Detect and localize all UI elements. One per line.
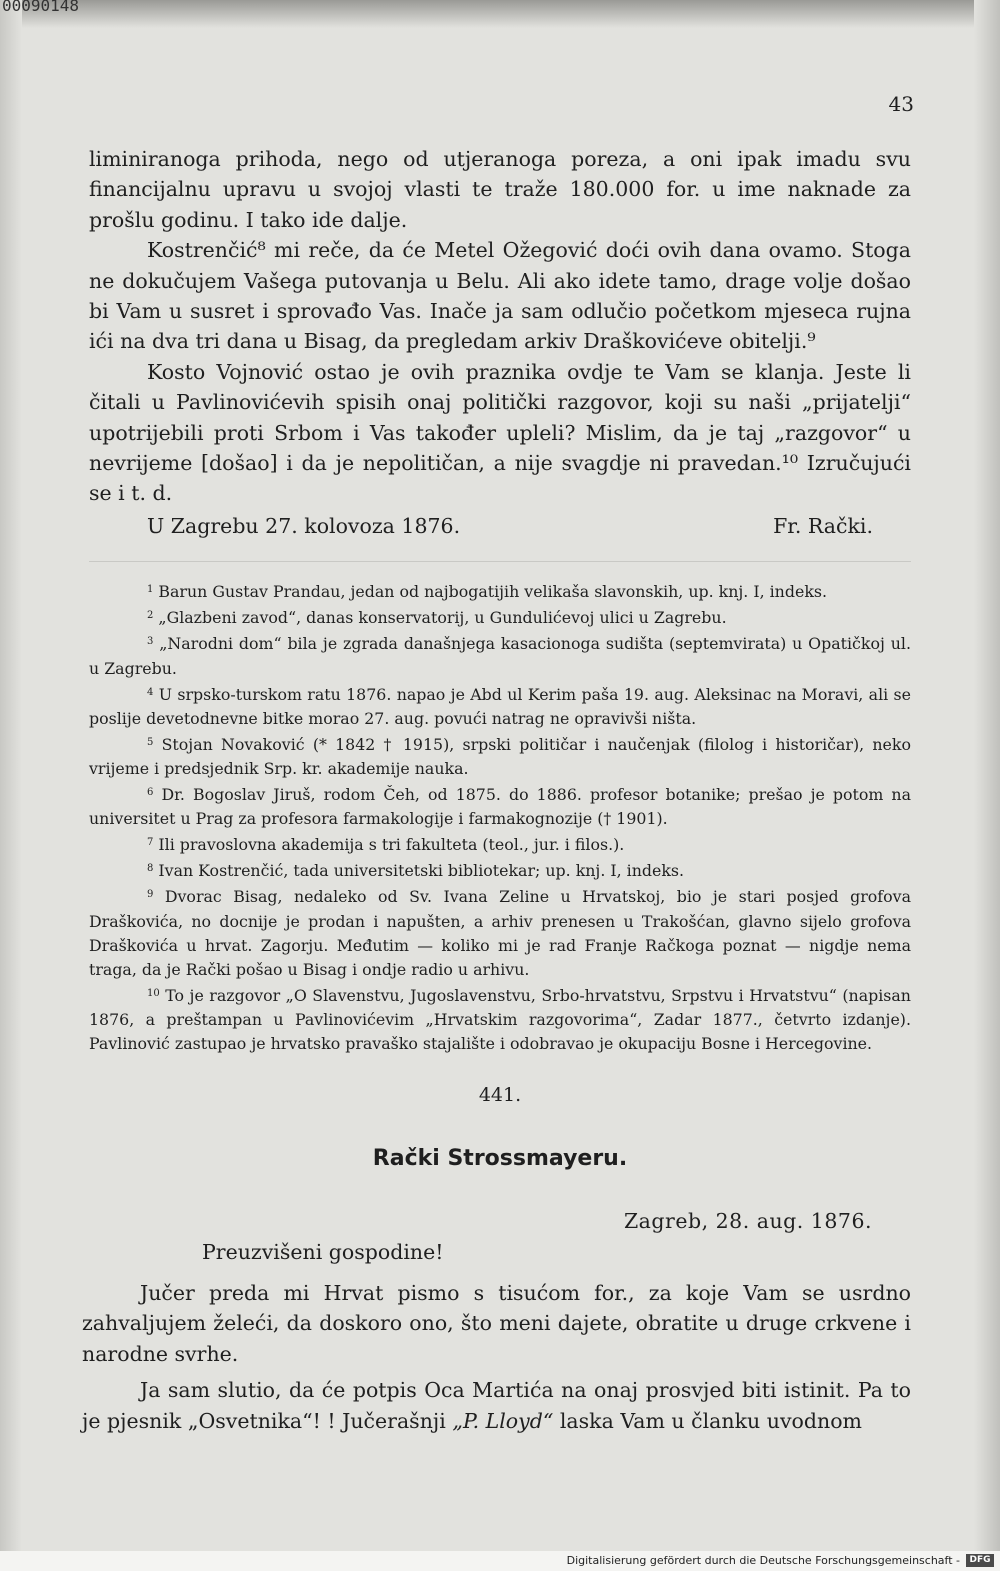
next-letter-body <box>82 1278 911 1436</box>
page-number: 43 <box>888 92 914 116</box>
letter-title: Rački Strossmayeru. <box>372 1146 628 1171</box>
text-run: laska Vam u članku uvodnom <box>553 1408 862 1433</box>
dfg-logo: DFG <box>966 1554 994 1567</box>
footnote-number: 3 <box>147 636 154 648</box>
footnote <box>89 857 911 883</box>
signoff <box>147 511 873 541</box>
footnote-text: To je razgovor „O Slavenstvu, Jugoslavenstvu, Srbo-hrvatstvu, Srpstvu i Hrvatstvu“ (napisan 1876, a preštampan u Pavlinovićevim „Hrvatskim razgovorima“, Zadar 1877., četvrto izdanje). Pavlinović zastupao je hrvatsko pravaško stajalište i odobravao je okupaciju Bosne i Hercegovine. <box>89 985 911 1053</box>
footnote-text: Ivan Kostrenčić, tada universitetski bibliotekar; up. knj. I, indeks. <box>158 861 685 881</box>
digitization-footer <box>0 1551 1000 1571</box>
newspaper-title: „P. Lloyd“ <box>452 1408 554 1433</box>
footnote-text: Dr. Bogoslav Jiruš, rodom Čeh, od 1875. do 1886. profesor botanike; prešao je potom na universitet u Prag za profesora farmakologije i farmakognozije († 1901). <box>89 785 911 829</box>
scan-right-edge <box>974 0 1000 1571</box>
footnote-text: Ili pravoslovna akademija s tri fakulteta (teol., jur. i filos.). <box>158 835 625 855</box>
footnote-number: 4 <box>147 686 154 698</box>
footnote-number: 2 <box>147 610 154 622</box>
footnote <box>89 982 911 1056</box>
footnote <box>89 604 911 630</box>
paragraph <box>82 1375 911 1436</box>
footnote-number: 6 <box>147 787 154 799</box>
footnote <box>89 831 911 857</box>
footnote-text: U srpsko-turskom ratu 1876. napao je Abd ul Kerim paša 19. aug. Aleksinac na Moravi, ali se poslije devetodnevne bitke morao 27. aug. povući natrag ne opravivši ništa. <box>89 684 911 728</box>
footnote-text: „Glazbeni zavod“, danas konservatorij, u Gundulićevoj ulici u Zagrebu. <box>158 608 727 628</box>
footnote-number: 5 <box>147 736 154 748</box>
text-run: Ja sam slutio, da će potpis Oca Martića na onaj prosvjed biti istinit. Pa to je pjesnik „Osvetnika“! ! Jučerašnji <box>82 1378 911 1433</box>
footnote <box>89 781 911 831</box>
letter-salutation: Preuzvišeni gospodine! <box>202 1240 444 1264</box>
paragraph: Jučer preda mi Hrvat pismo s tisućom for., za koje Vam se usrdno zahvaljujem želeći, da doskoro ono, što meni dajete, obratite u druge crkvene i narodne svrhe. <box>82 1281 911 1366</box>
footnote-text: Stojan Novaković (* 1842 † 1915), srpski političar i naučenjak (filolog i historičar), neko vrijeme i predsjednik Srp. kr. akademije nauka. <box>89 734 911 778</box>
scan-top-edge <box>0 0 1000 28</box>
footnotes <box>89 578 911 1056</box>
scan-left-edge <box>0 0 22 1571</box>
footnote-number: 8 <box>147 863 154 875</box>
place-date: U Zagrebu 27. kolovoza 1876. <box>147 513 461 538</box>
footnote <box>89 883 911 981</box>
previous-letter <box>89 144 911 1056</box>
paragraph: Kostrenčić⁸ mi reče, da će Metel Ožegović doći ovih dana ovamo. Stoga ne dokučujem Vašega putovanja u Belu. Ali ako idete tamo, drage volje došao bi Vam u susret i sprovađo Vas. Inače ja sam odlučio početkom mjeseca rujna ići na dva tri dana u Bisag, da pregledam arkiv Draškovićeve obitelji.⁹ <box>89 238 911 354</box>
paragraph: Kosto Vojnović ostao je ovih praznika ovdje te Vam se klanja. Jeste li čitali u Pavlinovićevih spisih onaj politički razgovor, koji su naši „prijatelji“ upotrijebili proti Srbom i Vas također upleli? Mislim, da je taj „razgovor“ u nevrijeme [došao] i da je nepolitičan, a nije svagdje ni pravedan.¹⁰ Izručujući se i t. d. <box>89 359 911 506</box>
signature: Fr. Rački. <box>773 513 873 538</box>
letter-number: 441. <box>478 1084 522 1106</box>
footnote-text: „Narodni dom“ bila je zgrada današnjega kasacionoga sudišta (septemvirata) u Opatičkoj ul. u Zagrebu. <box>89 634 911 678</box>
scan-id: 00090148 <box>2 0 80 15</box>
paragraph: liminiranoga prihoda, nego od utjeranoga poreza, a oni ipak imadu svu financijalnu upravu u svojoj vlasti te traže 180.000 for. u ime naknade za prošlu godinu. I tako ide dalje. <box>89 147 911 232</box>
footnote-number: 10 <box>147 987 160 999</box>
footnote-number: 1 <box>147 584 154 596</box>
footer-credit: Digitalisierung gefördert durch die Deutsche Forschungsgemeinschaft - <box>566 1554 960 1567</box>
footnote <box>89 578 911 604</box>
footnote-text: Dvorac Bisag, nedaleko od Sv. Ivana Zeline u Hrvatskoj, bio je stari posjed grofova Draškovića, no docnije je prodan i napušten, a arhiv prenesen u Trakošćan, glavno sijelo grofova Draškovića u hrvat. Zagorju. Međutim — koliko mi je rad Franje Račkoga poznat — nigdje nema traga, da je Rački pošao u Bisag i ondje radio u arhivu. <box>89 887 911 979</box>
footnote-divider <box>89 561 911 562</box>
footnote <box>89 630 911 680</box>
footnote-text: Barun Gustav Prandau, jedan od najbogatijih velikaša slavonskih, up. knj. I, indeks. <box>158 582 828 602</box>
footnote <box>89 681 911 731</box>
footnote-number: 7 <box>147 837 154 849</box>
letter-dateline: Zagreb, 28. aug. 1876. <box>623 1209 872 1233</box>
footnote-number: 9 <box>147 889 154 901</box>
footnote <box>89 731 911 781</box>
